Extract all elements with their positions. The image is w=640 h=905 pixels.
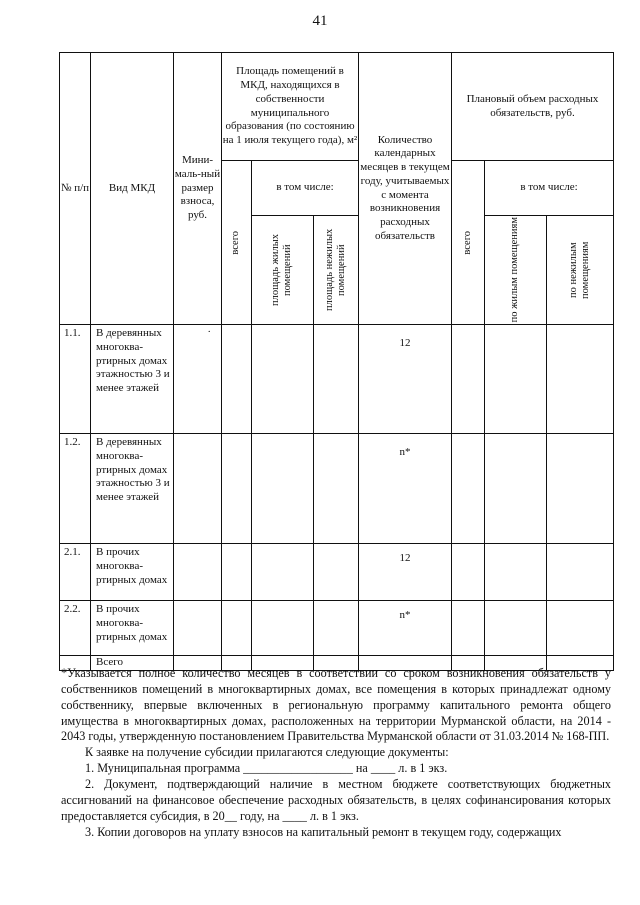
notes-block — [61, 666, 611, 840]
row-plan-res — [485, 544, 547, 601]
row-kind: В прочих многоква-ртирных домах — [91, 544, 174, 601]
header-plan-nonres-cell — [547, 216, 614, 325]
row-area-nonres — [314, 544, 359, 601]
row-plan-nonres — [547, 544, 614, 601]
row-kind: В прочих многоква-ртирных домах — [91, 601, 174, 656]
row-area-nonres — [314, 434, 359, 544]
row-kind: В деревянных многоква-ртирных домах этажностью 3 и менее этажей — [91, 434, 174, 544]
row-area-total — [222, 325, 252, 434]
header-plan-incl: в том числе: — [485, 161, 614, 216]
header-area-nonres: площадь нежилых помещений — [323, 228, 347, 312]
row-min-fee — [174, 544, 222, 601]
row-months: 12 — [359, 544, 452, 601]
subsidy-table — [59, 52, 614, 671]
row-months: 12 — [359, 325, 452, 434]
row-area-res — [252, 601, 314, 656]
row-min-fee — [174, 601, 222, 656]
header-plan-nonres: по нежилым помещениям — [567, 241, 591, 299]
row-area-total — [222, 434, 252, 544]
header-plan: Плановый объем расходных обязательств, руб. — [452, 53, 614, 161]
table-row — [60, 325, 614, 434]
page-number: 41 — [312, 13, 328, 29]
row-num: 2.1. — [60, 544, 91, 601]
row-area-total — [222, 544, 252, 601]
row-months: n* — [359, 601, 452, 656]
total-label: Всего — [91, 656, 174, 671]
row-area-nonres — [314, 325, 359, 434]
header-area — [222, 53, 359, 161]
table-row — [60, 544, 614, 601]
document-item-2: 2. Документ, подтверждающий наличие в местном бюджете соответствующих бюджетных ассигнований на финансовое обеспечение расходных обязательств, в целях софинансирования которых предоставляется субсидия, в 20__ году, на ____ л. в 1 экз. — [61, 777, 611, 823]
row-plan-total — [452, 544, 485, 601]
header-plan-total-cell — [452, 161, 485, 325]
row-area-res — [252, 544, 314, 601]
table-row — [60, 434, 614, 544]
header-kind: Вид МКД — [91, 53, 174, 325]
row-area-nonres — [314, 601, 359, 656]
row-plan-res — [485, 434, 547, 544]
row-area-total — [222, 601, 252, 656]
header-area-nonres-cell — [314, 216, 359, 325]
row-num: 1.1. — [60, 325, 91, 434]
document-item-1: 1. Муниципальная программа __________________ на ____ л. в 1 экз. — [85, 761, 448, 776]
row-min-fee: · — [174, 325, 222, 434]
row-area-res — [252, 434, 314, 544]
documents-intro: К заявке на получение субсидии прилагаются следующие документы: — [85, 745, 449, 760]
row-months: n* — [359, 434, 452, 544]
row-num: 2.2. — [60, 601, 91, 656]
footnote: *Указывается полное количество месяцев в соответствии со сроком возникновения обязательств у собственников помещений в многоквартирных домах, все помещения в которых принадлежат одному собственнику, впервые включенных в региональную программу капитального ремонта общего имущества в многоквартирных домах, расположенных на территории Мурманской области, на 2014 - 2043 годы, утвержденную постановлением Правительства Мурманской области от 31.03.2014 № 168-ПП. — [61, 666, 611, 744]
header-area-total-cell — [222, 161, 252, 325]
header-area-total: всего — [230, 230, 242, 255]
header-row-1 — [60, 53, 614, 161]
header-area-res: площадь жилых помещений — [270, 233, 294, 307]
header-min-fee: Мини-маль-ный размер взноса, руб. — [174, 53, 222, 325]
header-num: № п/п — [60, 53, 91, 325]
header-area-incl: в том числе: — [252, 161, 359, 216]
row-min-fee — [174, 434, 222, 544]
row-plan-nonres — [547, 325, 614, 434]
document-item-3: 3. Копии договоров на уплату взносов на капитальный ремонт в текущем году, содержащих — [85, 824, 562, 839]
row-plan-nonres — [547, 434, 614, 544]
row-plan-total — [452, 601, 485, 656]
header-plan-res: по жилым помещениям — [509, 217, 521, 323]
row-plan-total — [452, 434, 485, 544]
row-plan-nonres — [547, 601, 614, 656]
header-area-text: Площадь помещений в МКД, находящихся в собственности муниципального образования (по состоянию на 1 июля текущего года), м² — [222, 65, 358, 146]
row-kind: В деревянных многоква-ртирных домах этажностью 3 и менее этажей — [91, 325, 174, 434]
row-plan-res — [485, 325, 547, 434]
header-months: Количество календарных месяцев в текущем году, учитываемых с момента возникновения расходных обязательств — [359, 53, 452, 325]
header-plan-total: всего — [461, 230, 473, 255]
table-row — [60, 601, 614, 656]
row-area-res — [252, 325, 314, 434]
row-num: 1.2. — [60, 434, 91, 544]
row-plan-total — [452, 325, 485, 434]
header-plan-res-cell — [485, 216, 547, 325]
header-area-res-cell — [252, 216, 314, 325]
row-plan-res — [485, 601, 547, 656]
